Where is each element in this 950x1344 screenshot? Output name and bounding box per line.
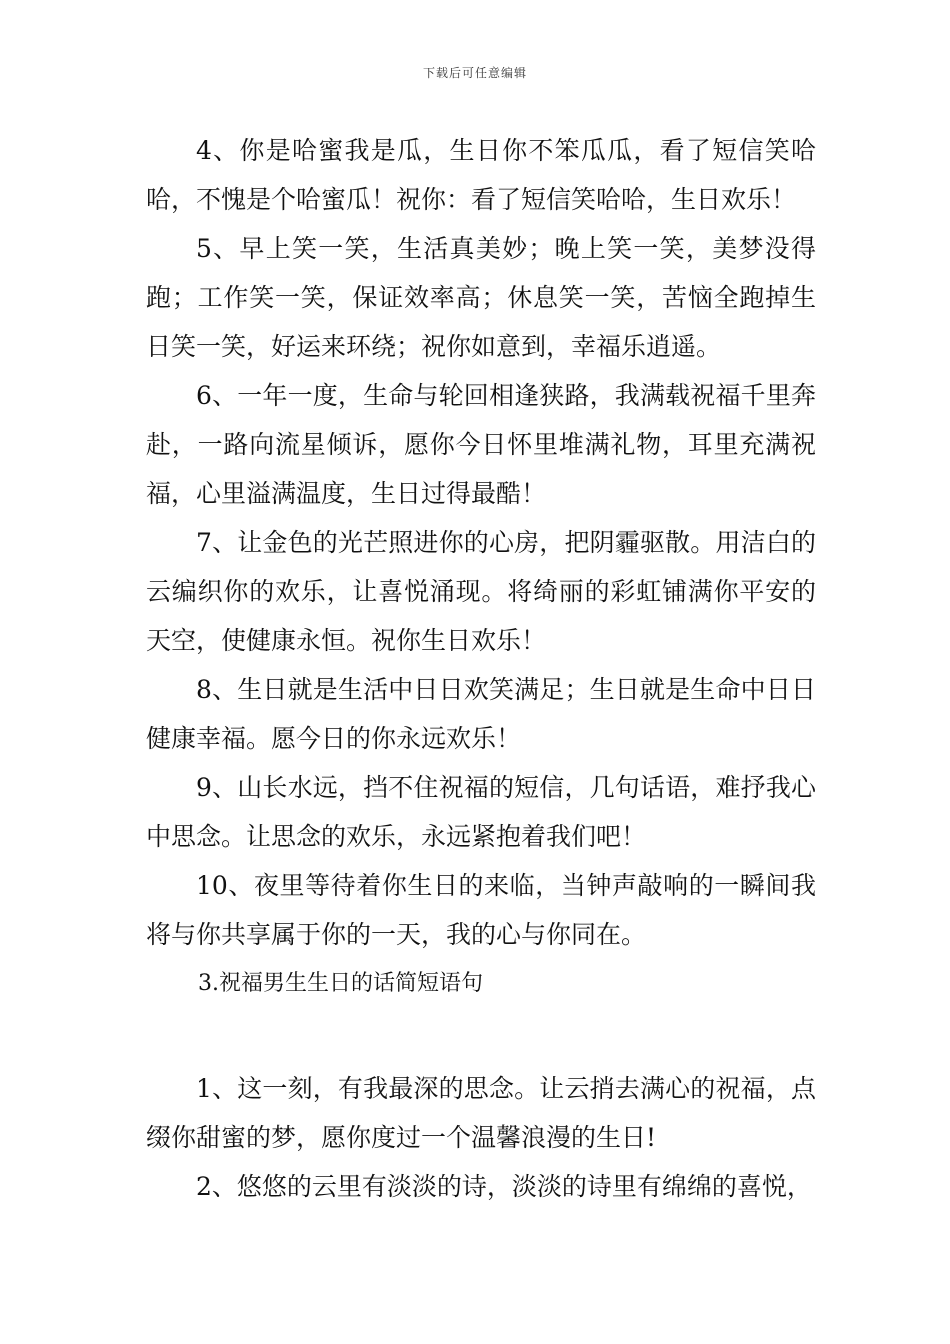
paragraph-10: 10、夜里等待着你生日的来临，当钟声敲响的一瞬间我将与你共享属于你的一天，我的心与你同在。 [146,871,816,949]
paragraph-section3-1: 1、这一刻，有我最深的思念。让云捎去满心的祝福，点缀你甜蜜的梦，愿你度过一个温馨浪漫的生日! [146,1074,816,1152]
paragraph-7: 7、让金色的光芒照进你的心房，把阴霾驱散。用洁白的云编织你的欢乐，让喜悦涌现。将绮丽的彩虹铺满你平安的天空，使健康永恒。祝你生日欢乐！ [146,528,816,655]
paragraph-6: 6、一年一度，生命与轮回相逢狭路，我满载祝福千里奔赴，一路向流星倾诉，愿你今日怀里堆满礼物，耳里充满祝福，心里溢满温度，生日过得最酷！ [146,381,816,508]
paragraph-4: 4、你是哈蜜我是瓜，生日你不笨瓜瓜，看了短信笑哈哈，不愧是个哈蜜瓜！祝你：看了短信笑哈哈，生日欢乐！ [146,136,816,214]
section-heading: 3.祝福男生生日的话简短语句 [198,971,483,996]
paragraph-9: 9、山长水远，挡不住祝福的短信，几句话语，难抒我心中思念。让思念的欢乐，永远紧抱着我们吧！ [146,773,816,851]
paragraph-5: 5、早上笑一笑，生活真美妙；晚上笑一笑，美梦没得跑；工作笑一笑，保证效率高；休息笑一笑，苦恼全跑掉生日笑一笑，好运来环绕；祝你如意到，幸福乐逍遥。 [146,234,816,361]
document-body [146,126,816,1211]
paragraph-8: 8、生日就是生活中日日欢笑满足；生日就是生命中日日健康幸福。愿今日的你永远欢乐！ [146,675,816,753]
page-header: 下载后可任意编辑 [422,66,527,80]
paragraph-section3-2: 2、悠悠的云里有淡淡的诗，淡淡的诗里有绵绵的喜悦， [196,1172,812,1201]
